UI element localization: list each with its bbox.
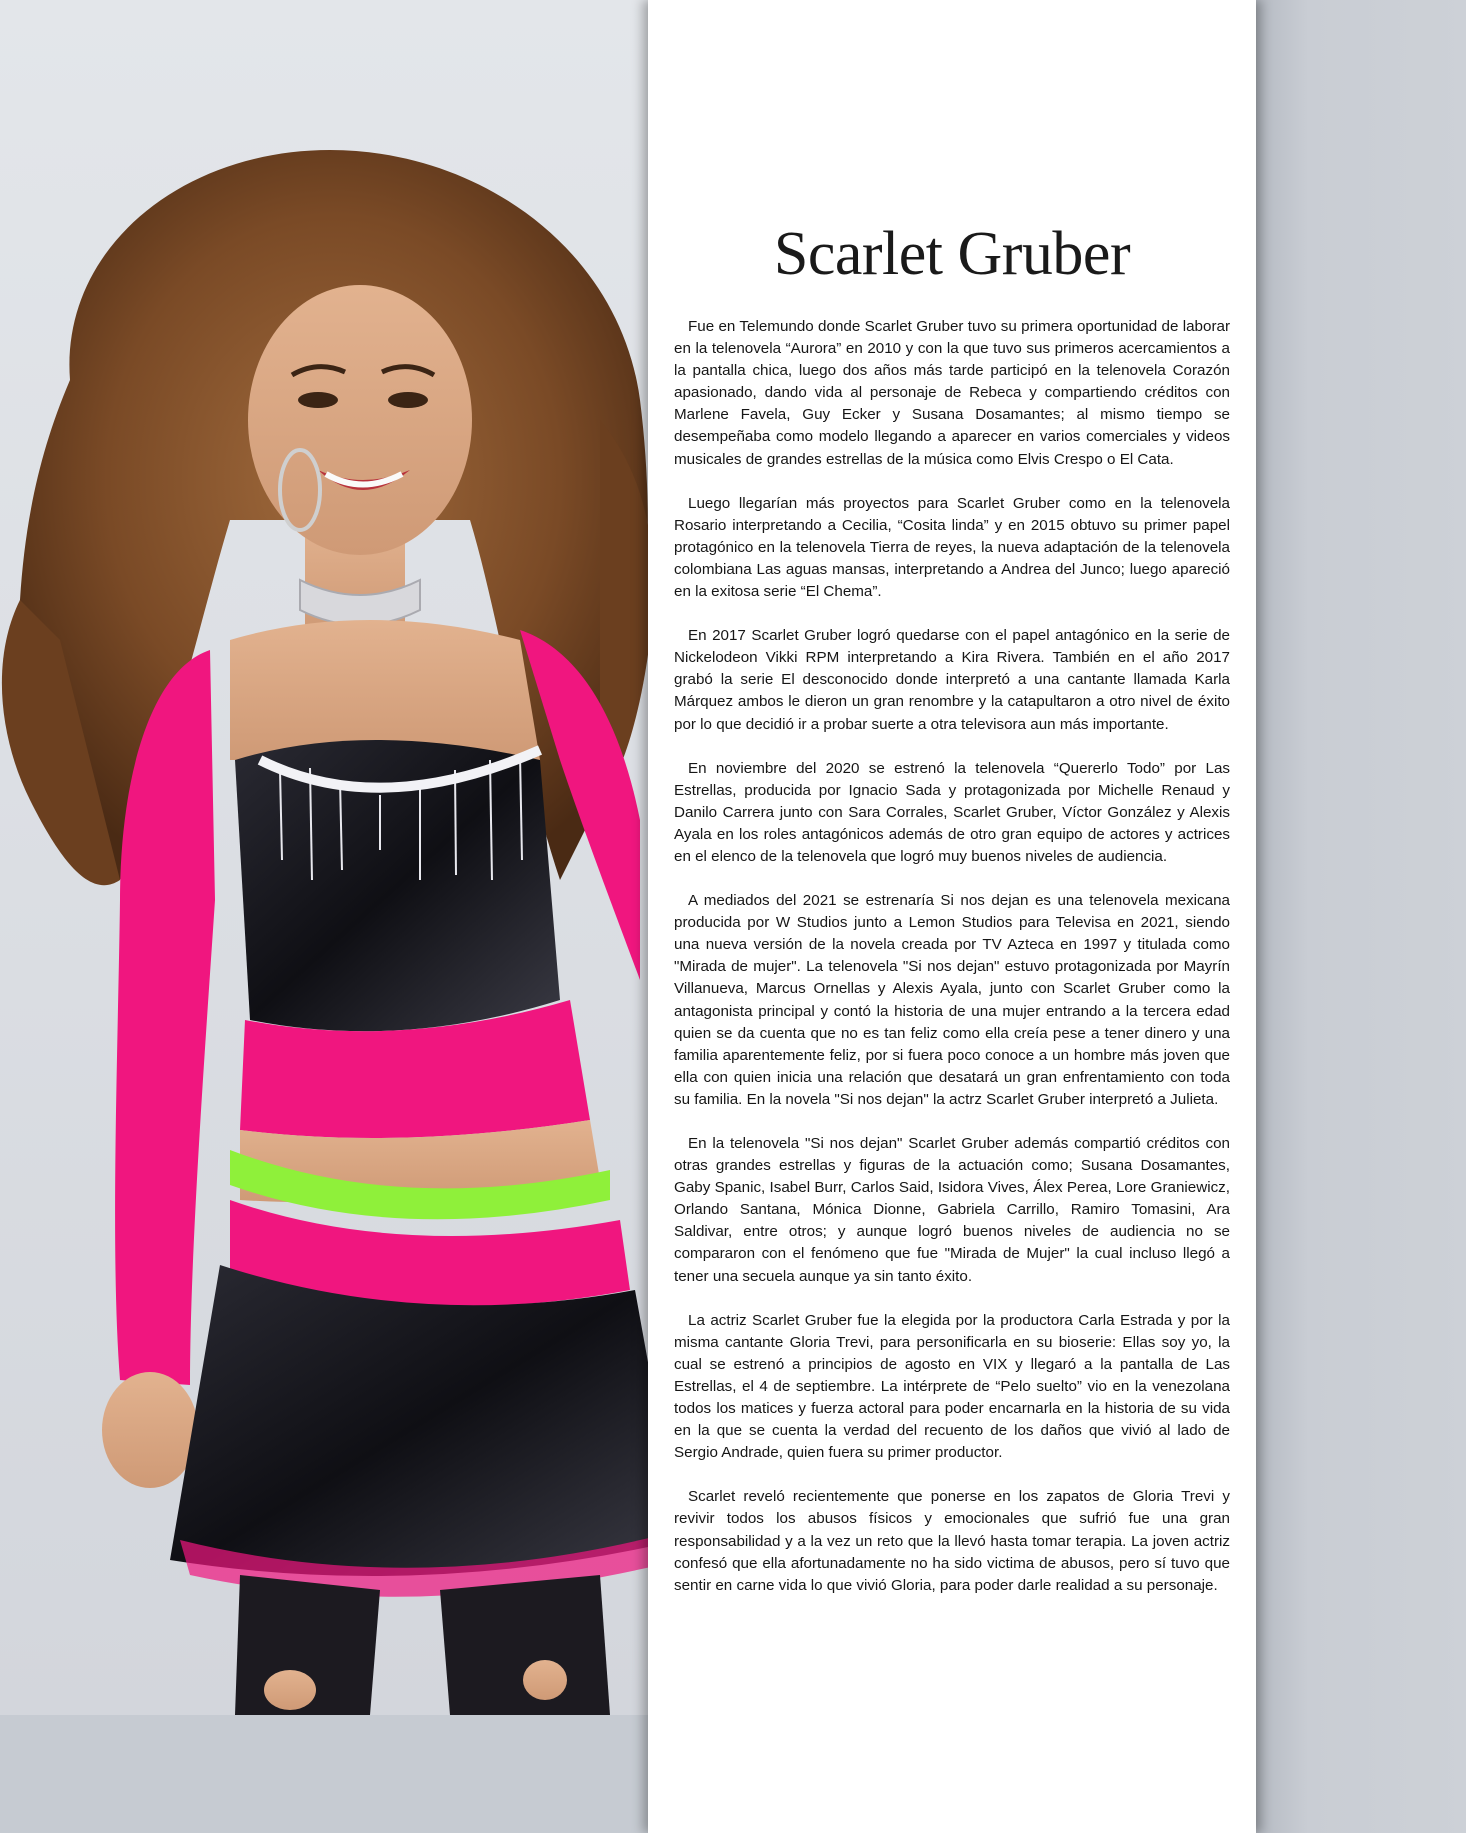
article-paragraph: En la telenovela "Si nos dejan" Scarlet Gruber además compartió créditos con otras grandes estrellas y figuras de la actuación como; Susana Dosamantes, Gaby Spanic, Isabel Burr, Carlos Said, Isidora Vives, Álex Perea, Lore Graniewicz, Orlando Santana, Mónica Dionne, Gabriela Carrillo, Ramiro Tomasini, Ara Saldivar, entre otros; y aunque logró buenos niveles de audiencia no se compararon con el fenómeno que fue "Mirada de Mujer" la cual incluso llegó a tener una secuela aunque ya sin tanto éxito. [674, 1135, 1230, 1285]
article-paragraph: Fue en Telemundo donde Scarlet Gruber tuvo su primera oportunidad de laborar en la telenovela “Aurora” en 2010 y con la que tuvo sus primeros acercamientos a la pantalla chica, luego dos años más tarde participó en la telenovela Corazón apasionado, dando vida al personaje de Rebeca y compartiendo créditos con Marlene Favela, Guy Ecker y Susana Dosamantes; al mismo tiempo se desempeñaba como modelo llegando a aparecer en varios comerciales y videos musicales de grandes estrellas de la música como Elvis Crespo o El Cata. [674, 318, 1230, 468]
bottom-backdrop [0, 1715, 650, 1833]
article-paragraph: Luego llegarían más proyectos para Scarlet Gruber como en la telenovela Rosario interpretando a Cecilia, “Cosita linda” y en 2015 obtuvo su primer papel protagónico en la telenovela Tierra de reyes, la nueva adaptación de la telenovela colombiana Las aguas mansas, interpretando a Andrea del Junco; luego apareció en la exitosa serie “El Chema”. [674, 494, 1230, 601]
face-shape [248, 285, 472, 555]
cover-photo [0, 0, 660, 1715]
article-paragraph: A mediados del 2021 se estrenaría Si nos dejan es una telenovela mexicana producida por W Studios junto a Lemon Studios para Televisa en 2021, siendo una nueva versión de la novela creada por TV Azteca en 1997 y titulada como "Mirada de mujer". La telenovela "Si nos dejan" estuvo protagonizada por Mayrín Villanueva, Marcus Ornellas y Alexis Ayala, junto con Scarlet Gruber como la antagonista principal y contó la historia de una mujer entrando a la tercera edad quien se da cuenta que no es tan feliz como ella creía pese a tener dinero y una familia aparentemente feliz, por si fuera poco conoce a un hombre más joven que ella con quien inicia una relación que desatará un gran enfrentamiento con toda su familia. En la novela "Si nos dejan" la actrz Scarlet Gruber interpretó a Julieta. [674, 892, 1230, 1108]
black-skirt [170, 1265, 660, 1576]
article-title: Scarlet Gruber [773, 220, 1131, 288]
article-body [674, 316, 1230, 1619]
article-paragraph: En noviembre del 2020 se estrenó la telenovela “Quererlo Todo” por Las Estrellas, producida por Ignacio Sada y protagonizada por Michelle Renaud y Danilo Carrera junto con Sara Corrales, Scarlet Gruber, Víctor González y Alexis Ayala en los roles antagónicos además de otro gran equipo de actores y actrices en el elenco de la telenovela que logró muy buenos niveles de audiencia. [674, 759, 1230, 865]
article-paragraph: La actriz Scarlet Gruber fue la elegida por la productora Carla Estrada y por la misma cantante Gloria Trevi, para personificarla en su bioserie: Ellas soy yo, la cual se estrenó a principios de agosto en VIX y llegaró a la pantalla de Las Estrellas, el 4 de septiembre. La intérprete de “Pelo suelto” vio en la venezolana todos los matices y fuerza actoral para poder encarnarla en la historia de su vida en la que se cuenta la verdad del recuento de los daños que vivió al lado de Sergio Andrade, quien fuera su primer productor. [674, 1311, 1230, 1462]
article-paragraph: Scarlet reveló recientemente que ponerse en los zapatos de Gloria Trevi y revivir todos los abusos físicos y emocionales que sufrió fue una gran responsabilidad y a la vez un reto que la llevó hasta tomar terapia. La joven actriz confesó que ella afortunadamente no ha sido victima de abusos, pero sí tuvo que sentir en carne vida lo que vivió Gloria, para poder darle realidad a su personaje. [674, 1488, 1230, 1594]
article-column [648, 0, 1256, 1833]
article-paragraph: En 2017 Scarlet Gruber logró quedarse con el papel antagónico en la serie de Nickelodeon Vikki RPM interpretando a Kira Rivera. También en el año 2017 grabó la serie El desconocido donde interpretó a una cantante llamada Karla Márquez ambos le dieron un gran renombre y la catapultaron a otro nivel de éxito por lo que decidió ir a probar suerte a otra televisora aun más importante. [674, 627, 1230, 733]
right-backdrop [1256, 0, 1466, 1833]
